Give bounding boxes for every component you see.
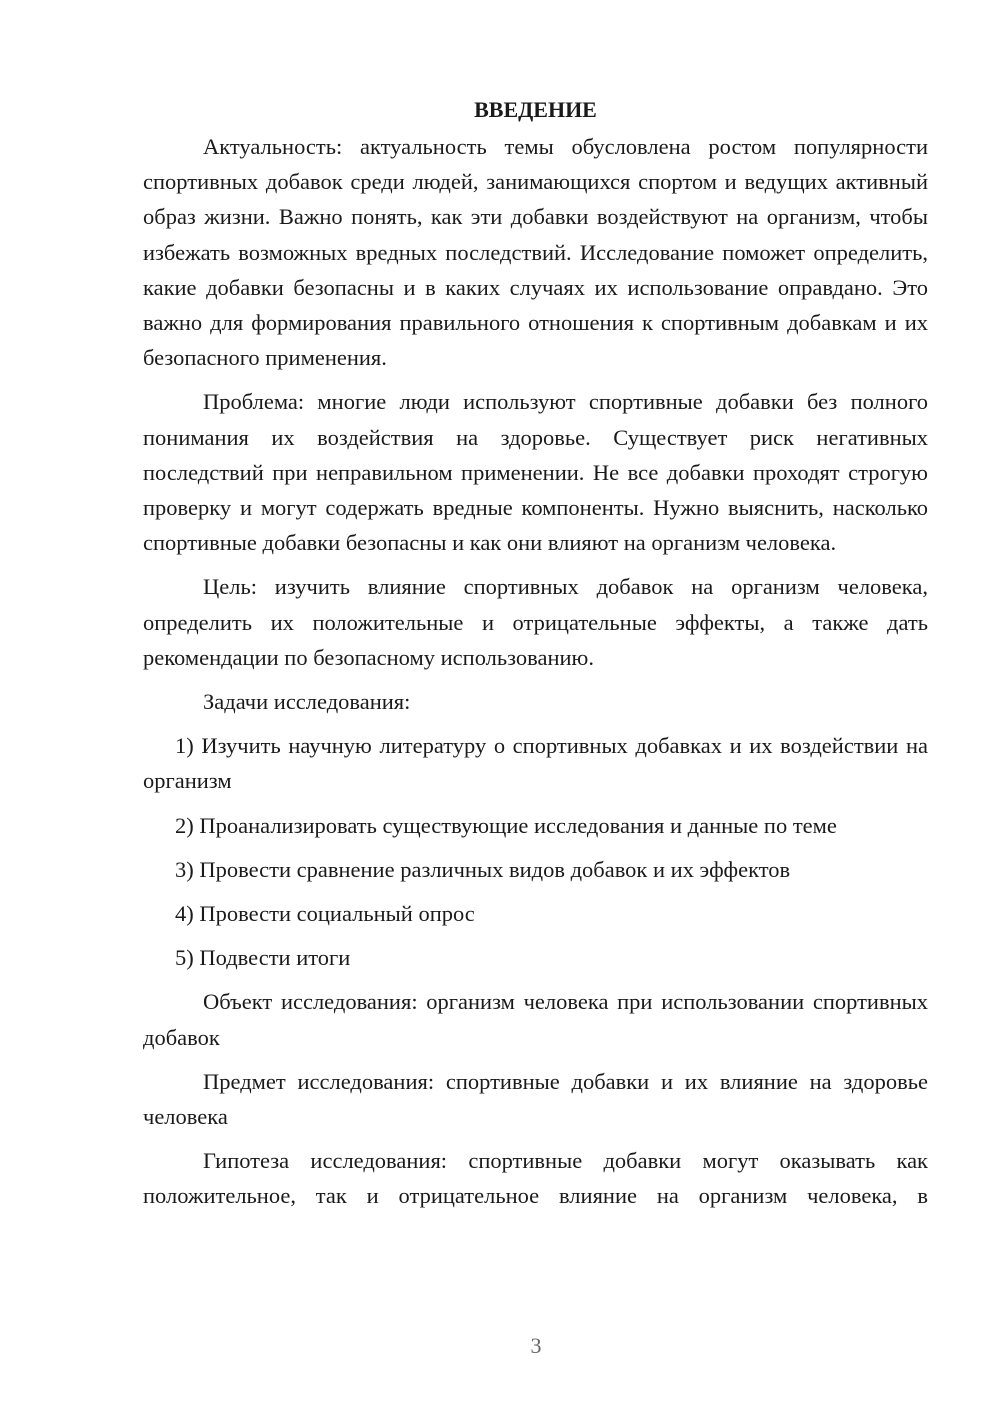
task-item-2: 2) Проанализировать существующие исследования и данные по теме	[175, 812, 837, 838]
task-item-1: 1) Изучить научную литературу о спортивных добавках и их воздействии на организм	[143, 733, 928, 794]
paragraph-problem: Проблема: многие люди используют спортивные добавки без полного понимания их воздействия на здоровье. Существует риск негативных последствий при неправильном применении. Не все добавки проходят строгую проверку и могут содержать вредные компоненты. Нужно выяснить, насколько спортивные добавки безопасны и как они влияют на организм человека.	[143, 389, 928, 556]
page-number: 3	[530, 1333, 542, 1358]
task-item-4: 4) Провести социальный опрос	[175, 901, 475, 927]
paragraph-object: Объект исследования: организм человека при использовании спортивных добавок	[143, 989, 928, 1050]
tasks-heading: Задачи исследования:	[203, 689, 411, 715]
paragraph-subject: Предмет исследования: спортивные добавки и их влияние на здоровье человека	[143, 1068, 928, 1130]
paragraph-hypothesis: Гипотеза исследования: спортивные добавки могут оказывать как положительное, так и отрицательное влияние на организм человека, в	[143, 1148, 928, 1209]
paragraph-goal: Цель: изучить влияние спортивных добавок на организм человека, определить их положительные и отрицательные эффекты, а также дать рекомендации по безопасному использованию.	[143, 574, 928, 670]
section-title: ВВЕДЕНИЕ	[474, 97, 597, 122]
task-item-3: 3) Провести сравнение различных видов добавок и их эффектов	[175, 856, 791, 882]
task-item-5: 5) Подвести итоги	[175, 945, 351, 971]
document-page	[143, 92, 928, 1214]
paragraph-relevance: Актуальность: актуальность темы обусловлена ростом популярности спортивных добавок среди людей, занимающихся спортом и ведущих активный образ жизни. Важно понять, как эти добавки воздействуют на организм, чтобы избежать возможных вредных последствий. Исследование поможет определить, какие добавки безопасны и в каких случаях их использование оправдано. Это важно для формирования правильного отношения к спортивным добавкам и их безопасного применения.	[143, 134, 928, 371]
